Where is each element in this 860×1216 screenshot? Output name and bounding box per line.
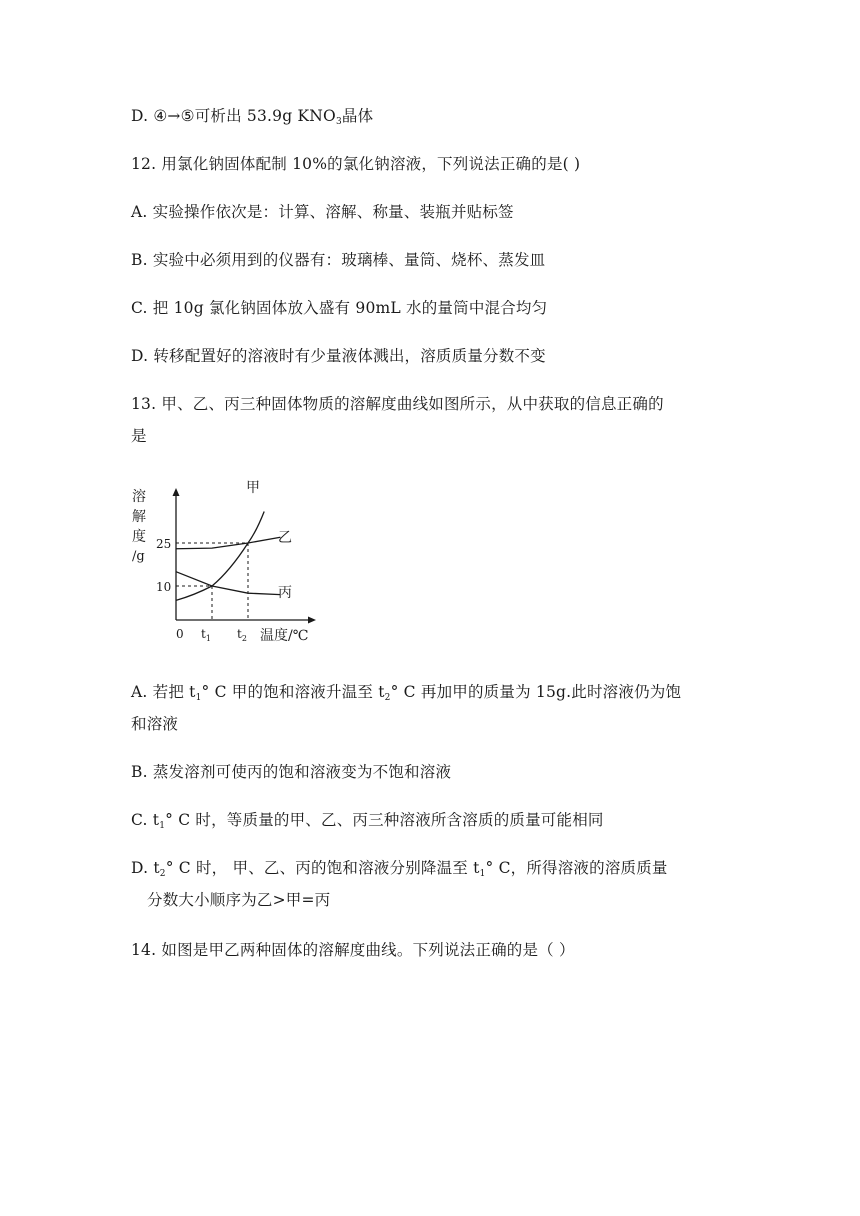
q13a-text-a: A. 若把 t [131, 683, 196, 701]
q12-option-c: C. 把 10g 氯化钠固体放入盛有 90mL 水的量筒中混合均匀 [131, 299, 548, 317]
question-14: 14. 如图是甲乙两种固体的溶解度曲线。下列说法正确的是（ ） [131, 941, 575, 959]
q13a-text-c: ° C 再加甲的质量为 15g.此时溶液仍为饱 [390, 683, 682, 701]
ylabel-char-3: 度 [132, 529, 146, 545]
ylabel-char-2: 解 [132, 509, 146, 525]
question-13-line2: 是 [131, 427, 147, 445]
curve-label-1: 甲 [246, 480, 260, 496]
guide-lines [176, 543, 248, 620]
q12-option-b: B. 实验中必须用到的仪器有：玻璃棒、量筒、烧杯、蒸发皿 [131, 251, 546, 269]
q13-option-d-line2: 分数大小顺序为乙>甲=丙 [147, 891, 331, 909]
x-tick-0: 0 [176, 627, 184, 641]
d11-option [131, 104, 373, 134]
q13-option-b: B. 蒸发溶剂可使丙的饱和溶液变为不饱和溶液 [131, 763, 452, 781]
y-axis-arrow [173, 488, 180, 496]
x-tick-t1-sub: 1 [205, 634, 211, 643]
q13d-text-a: D. t [131, 859, 160, 877]
x-tick-t1-base: t [201, 627, 206, 641]
curve-3 [176, 572, 280, 595]
q13a-sub1: 1 [195, 693, 202, 703]
q13d-sub1: 2 [159, 869, 166, 879]
question-12: 12. 用氯化钠固体配制 10%的氯化钠溶液，下列说法正确的是( ) [131, 155, 581, 173]
d11-text-b: 晶体 [341, 107, 374, 125]
y-tick-10: 10 [156, 580, 172, 594]
q13d-sub2: 1 [479, 869, 486, 879]
q13c-text-b: ° C 时，等质量的甲、乙、丙三种溶液所含溶质的质量可能相同 [165, 811, 604, 829]
y-tick-25: 25 [156, 537, 172, 551]
x-tick-t2 [237, 627, 247, 643]
question-13-line1: 13. 甲、乙、丙三种固体物质的溶解度曲线如图所示，从中获取的信息正确的 [131, 395, 664, 413]
x-tick-t2-base: t [237, 627, 242, 641]
ylabel-char-4: /g [132, 549, 145, 564]
q13d-text-c: ° C，所得溶液的溶质质量 [485, 859, 668, 877]
solubility-graph [128, 476, 328, 646]
curve-2 [176, 537, 280, 548]
q13d-text-b: ° C 时， 甲、乙、丙的饱和溶液分别降温至 t [165, 859, 480, 877]
x-tick-t2-sub: 2 [241, 634, 247, 643]
q13-option-d-line1 [131, 856, 668, 886]
q12-option-a: A. 实验操作依次是：计算、溶解、称量、装瓶并贴标签 [131, 203, 514, 221]
curve-label-2: 乙 [278, 530, 292, 546]
xlabel: 温度/℃ [260, 628, 309, 644]
curve-label-3: 丙 [278, 585, 292, 601]
q13a-text-b: ° C 甲的饱和溶液升温至 t [201, 683, 385, 701]
q13-option-c [131, 808, 604, 838]
q13a-sub2: 2 [384, 693, 391, 703]
q13c-text-a: C. t [131, 811, 160, 829]
ylabel-char-1: 溶 [132, 489, 146, 505]
d11-text-a: D. ④→⑤可析出 53.9g KNO [131, 107, 336, 125]
curves [176, 480, 292, 601]
x-tick-t1 [201, 627, 211, 643]
q12-option-d: D. 转移配置好的溶液时有少量液体溅出，溶质质量分数不变 [131, 347, 546, 365]
q13-option-a-line2: 和溶液 [131, 715, 179, 733]
q13c-sub1: 1 [159, 821, 166, 831]
d11-sub: 3 [335, 117, 342, 127]
q13-option-a-line1 [131, 680, 681, 710]
x-axis-arrow [308, 617, 316, 624]
